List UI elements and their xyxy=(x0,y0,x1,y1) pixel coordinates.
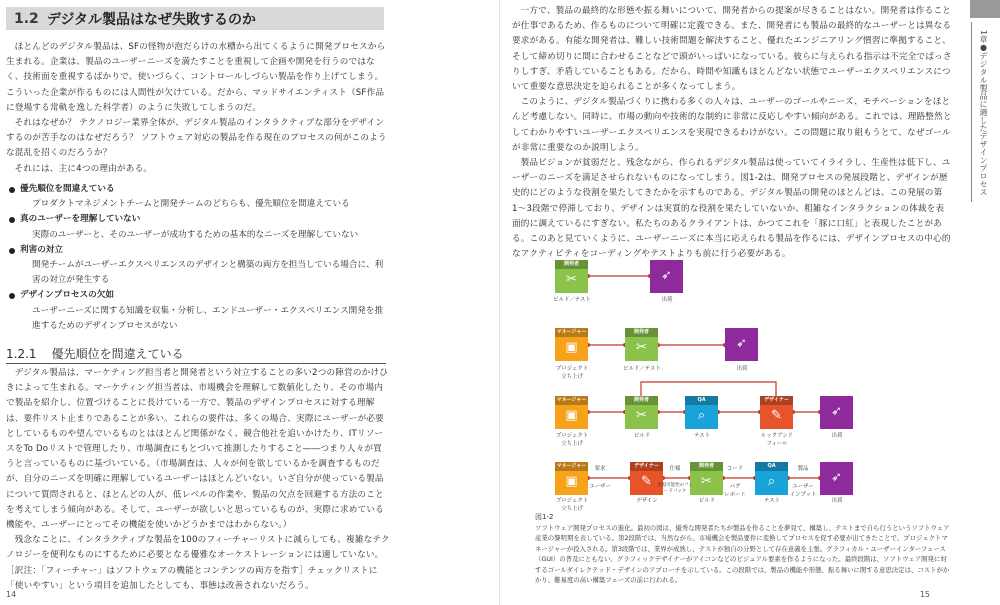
briefcase-icon: ▣ xyxy=(565,474,578,489)
figure-caption-text: ソフトウェア開発プロセスの進化。最初の図は、優秀な開発者たちが製品を作ることを夢見て、構築し、テストまで自ら行うというソフトウェア産業の黎明期を表している。第2段階では、当然ながら、市場機会を製品要件に変換してプロセスを促す必要が出てきたことで、プロジェクトマネージャーが投入される。第3段階では、業界が成熟し、テストが独自の分野として存在意義を主張。グラフィカル・ユーザーインターフェース（GUI）の普及にともない、グラフィックデザイナーがアイコンなどのビジュアル要素を作るようになった。最終段階は、ソフトウェア開発に対するゴールダイレクテッド・デザインのアプローチを示している。この段階では、製品の機能や形態、振る舞いに関する意思決定は、コストがかかり、難易度の高い構築フェーズの前に行われる。 xyxy=(535,523,950,584)
subsection-number: 1.2.1 xyxy=(6,347,37,361)
bullet-icon xyxy=(9,248,15,254)
stage-caption: テスト xyxy=(764,498,780,504)
rocket-icon: ➶ xyxy=(661,268,672,283)
chapter-sidebar xyxy=(971,22,998,202)
body-paragraph: このように、デジタル製品づくりに携わる多くの人々は、ユーザーのゴールやニーズ、モチベーションをほとんど考慮しない。同時に、市場の動向や技術的な制約に非常に反応しやすい傾向がある。これでは、理路整然としてわかりやすいユーザーエクスペリエンスを実現できるわけがない。この問題に取り組もうとて、なぜゴールが非常に重要なのか説明しよう。 xyxy=(512,97,952,153)
briefcase-icon: ▣ xyxy=(565,408,578,423)
subsection-text xyxy=(6,366,390,594)
manager-box xyxy=(555,462,588,495)
qa-box xyxy=(685,396,718,429)
stage-caption: テスト xyxy=(694,433,710,439)
tools-icon: ✂ xyxy=(701,474,712,489)
flow-label: 製品 xyxy=(797,466,809,472)
role-label: マネージャー xyxy=(556,329,587,335)
list-item xyxy=(8,182,388,212)
bullet-body: プロダクトマネジメントチームと開発チームのどちらも、優先順位を間違えている xyxy=(32,199,350,210)
stage-caption: デザイン xyxy=(636,498,658,504)
ship-box xyxy=(725,328,758,361)
stage-caption: 出荷 xyxy=(831,498,843,504)
role-label: 開発者 xyxy=(690,462,723,471)
page-number: 14 xyxy=(6,590,17,599)
page-number: 15 xyxy=(919,590,930,599)
developer-box xyxy=(625,396,658,429)
qa-box xyxy=(755,462,788,495)
bullet-body: 実際のユーザーと、そのユーザーが成功するための基本的なニーズを理解していない xyxy=(32,229,359,240)
intro-paragraph: ほとんどのデジタル製品は、SFの怪物が泡だらけの水槽から出てくるように開発プロセスから生まれる。企業は、製品のユーザーニーズを満たすことを重視して企画や開発を行うのではなく、技術面を重視するばかりで、使いづらく、コントロールしづらい製品を作り上げてしまう。こういった企業が作るものには人間性が欠けている。だから、マッドサイエンティスト（SF作品に登場する常軌を逸した科学者）のように失敗してしまうのだ。 xyxy=(6,42,386,113)
stage-caption: ビルド xyxy=(633,433,651,439)
stage-caption: ビルド xyxy=(698,498,716,504)
subsection-header xyxy=(6,343,386,364)
right-page xyxy=(500,0,1000,605)
ship-box xyxy=(650,260,683,293)
stage-caption: ビルド／テスト xyxy=(553,297,591,303)
process-diagram xyxy=(553,258,945,512)
manager-box xyxy=(555,396,588,429)
role-label: デザイナー xyxy=(630,462,663,471)
designer-box xyxy=(760,396,793,429)
stage-caption: 出荷 xyxy=(661,297,673,303)
bullet-icon xyxy=(9,187,15,193)
role-label: 開発者 xyxy=(625,328,658,337)
stage-caption: ビルド／テスト xyxy=(623,366,661,372)
pencil-icon: ✎ xyxy=(641,474,652,489)
flow-label: 要求 xyxy=(594,466,606,472)
bullet-heading: デザインプロセスの欠如 xyxy=(20,290,114,301)
subsection-title: 優先順位を間違えている xyxy=(51,347,184,361)
bullet-heading: 真のユーザーを理解していない xyxy=(20,214,141,225)
list-item xyxy=(8,212,388,242)
figure-number: 図1-2 xyxy=(535,513,554,521)
flow-label: コード xyxy=(726,466,744,472)
role-label: QA xyxy=(685,396,718,405)
role-label: QA xyxy=(755,462,788,471)
flow-label: バグ レポート xyxy=(724,484,746,498)
magnifier-icon: ⌕ xyxy=(697,408,706,423)
briefcase-icon: ▣ xyxy=(565,340,578,355)
role-label: マネージャー xyxy=(556,463,587,469)
right-body-text xyxy=(512,4,952,262)
manager-box xyxy=(555,328,588,361)
reasons-list xyxy=(8,182,388,334)
section-header xyxy=(6,7,384,30)
stage-caption: 出荷 xyxy=(736,366,748,372)
role-label: デザイナー xyxy=(760,396,793,405)
flow-label: ユーザー インプット xyxy=(789,484,817,498)
flow-label: ユーザー xyxy=(589,484,611,490)
stage-caption: プロジェクト 立ち上げ xyxy=(555,433,589,447)
list-item xyxy=(8,288,388,334)
pencil-icon: ✎ xyxy=(771,408,782,423)
bullet-icon xyxy=(9,293,15,299)
stage-caption: プロジェクト 立ち上げ xyxy=(555,366,589,380)
list-item xyxy=(8,243,388,289)
bullet-body: ユーザーニーズに関する知識を収集・分析し、エンドユーザー・エクスペリエンス開発を推進するためのデザインプロセスがない xyxy=(32,305,384,331)
rocket-icon: ➶ xyxy=(831,404,842,419)
tools-icon: ✂ xyxy=(636,340,647,355)
role-label: マネージャー xyxy=(556,397,587,403)
role-label: 開発者 xyxy=(625,396,658,405)
intro-paragraph: それはなぜか？ テクノロジー業界全体が、デジタル製品のインタラクティブな部分をデザインするのが苦手なのはなぜだろう？ ソフトウェア対応の製品を作る現在のプロセスの何がこのような混乱を招くのだろうか？ xyxy=(6,118,387,159)
magnifier-icon: ⌕ xyxy=(767,474,776,489)
tools-icon: ✂ xyxy=(636,408,647,423)
rocket-icon: ➶ xyxy=(736,336,747,351)
stage-caption: ルックアンド フィール xyxy=(760,433,794,447)
section-number: 1.2 xyxy=(14,10,39,27)
role-label: 開発者 xyxy=(555,260,588,269)
section-title: デジタル製品はなぜ失敗するのか xyxy=(46,11,256,28)
bullet-icon xyxy=(9,217,15,223)
bullet-body: 開発チームがユーザーエクスペリエンスのデザインと構築の両方を担当している場合に、利害の対立が発生する xyxy=(32,260,384,286)
ship-box xyxy=(820,396,853,429)
body-paragraph: 製品ビジョンが貧弱だと、残念ながら、作られるデジタル製品は使っていてイライラし、生産性は低下し、ユーザーのニーズを満足させられないものになってしまう。図1-2は、開発プロセスの発展段階と、デザインが歴史的にどのような役割を果たしてきたかを示すものである。デジタル製品の開発のほとんどは、この発展の第1〜3段階で停滞しており、デザインは実質的な役割を果たしていないか、粗雑なインタラクションの体裁を表面的に調えているにすぎない。私たちのあるクライアントは、かつてこれを「豚に口紅」と表現したことがある。このあと見ていくように、ユーザーニーズに本当に応えられる製品を作るには、デザインプロセスの中心的なアクティビティをコーディングやテストよりも前に行う必要がある。 xyxy=(512,158,951,260)
ship-box xyxy=(820,462,853,495)
tools-icon: ✂ xyxy=(566,272,577,287)
figure-caption xyxy=(535,512,950,586)
flow-label: 仕様 xyxy=(669,466,681,472)
body-paragraph: デジタル製品は、マーケティング担当者と開発者という対立することの多い2つの陣営のかけひきによって生まれる。マーケティング担当者は、市場機会を理解して数値化したり、その市場内で製品を紹介し、位置づけることに長けている一方で、製品のデザインプロセスに対する理解は、要件リスト止まりであることが多い。これらの要件は、多くの場合、実際にユーザーが必要としているものや望んでいるものとはほとんど関係がなく、競合他社を追いかけたり、ITリソースをTo Doリストで管理したり、市場調査にもとづいて推測したりすること――つまり人々が買うと言っているものに基づいている。（市場調査は、人々が何を欲しているかを調査するものだが、自分のニーズを明確に理解しているユーザーはほとんどいない。いざ自分が使っている製品について質問されると、ほとんどの人が、低レベルの作業や、製品の欠点を回避する方法のことを考えてしまう傾向がある。そして、ユーザーが欲しいと思っているものが、実際に求めている機能や、ユーザーにとってその機能を使いかどうかまではわからない。） xyxy=(6,368,389,531)
chapter-sidebar-title: 1章●デジタル製品に適したデザインプロセス xyxy=(979,30,988,197)
stage-caption: プロジェクト 立ち上げ xyxy=(555,498,589,512)
stage-caption: 出荷 xyxy=(831,433,843,439)
intro-text xyxy=(6,40,388,177)
body-paragraph: 一方で、製品の最終的な形態や振る舞いについて、開発者からの提案が尽きることはない。開発者は作ることが仕事であるため、作るものについて明確に定義できる。また、開発者にも製品の最終的なユーザーとは異なる要求がある。有能な開発者は、難しい技術問題を解決すること、優れたエンジニアリング慣習に準拠すること、そして締め切りに間に合わせることなどで頭がいっぱいになっている。彼らに与えられる指示は不完全でばっさりしすぎ、矛盾していることもある。だから、時間や知識もほとんどない状態でユーザーエクスペリエンスについて重要な意思決定を迫られることが多くなってしまう。 xyxy=(512,6,952,93)
intro-paragraph: それには、主に4つの理由がある。 xyxy=(14,163,153,174)
developer-box xyxy=(625,328,658,361)
flow-label: 実現可能性のフィードバック xyxy=(657,483,693,494)
developer-box xyxy=(555,260,588,293)
bullet-heading: 利害の対立 xyxy=(20,244,63,255)
chapter-tab xyxy=(970,0,1000,18)
bullet-heading: 優先順位を間違えている xyxy=(20,184,115,194)
body-paragraph: 残念なことに、インタラクティブな製品を100のフィーチャーリストに減らしても、複雑なテクノロジーを便利なものにするために必要となる優雅なオーケストレーションには適していない。［訳注：「フィーチャー」はソフトウェアの機能とコンテンツの両方を指す］チェックリストに「使いやすい」という項目を追加したとしても、事態は改善されないだろう。 xyxy=(6,535,390,591)
rocket-icon: ➶ xyxy=(831,470,842,485)
